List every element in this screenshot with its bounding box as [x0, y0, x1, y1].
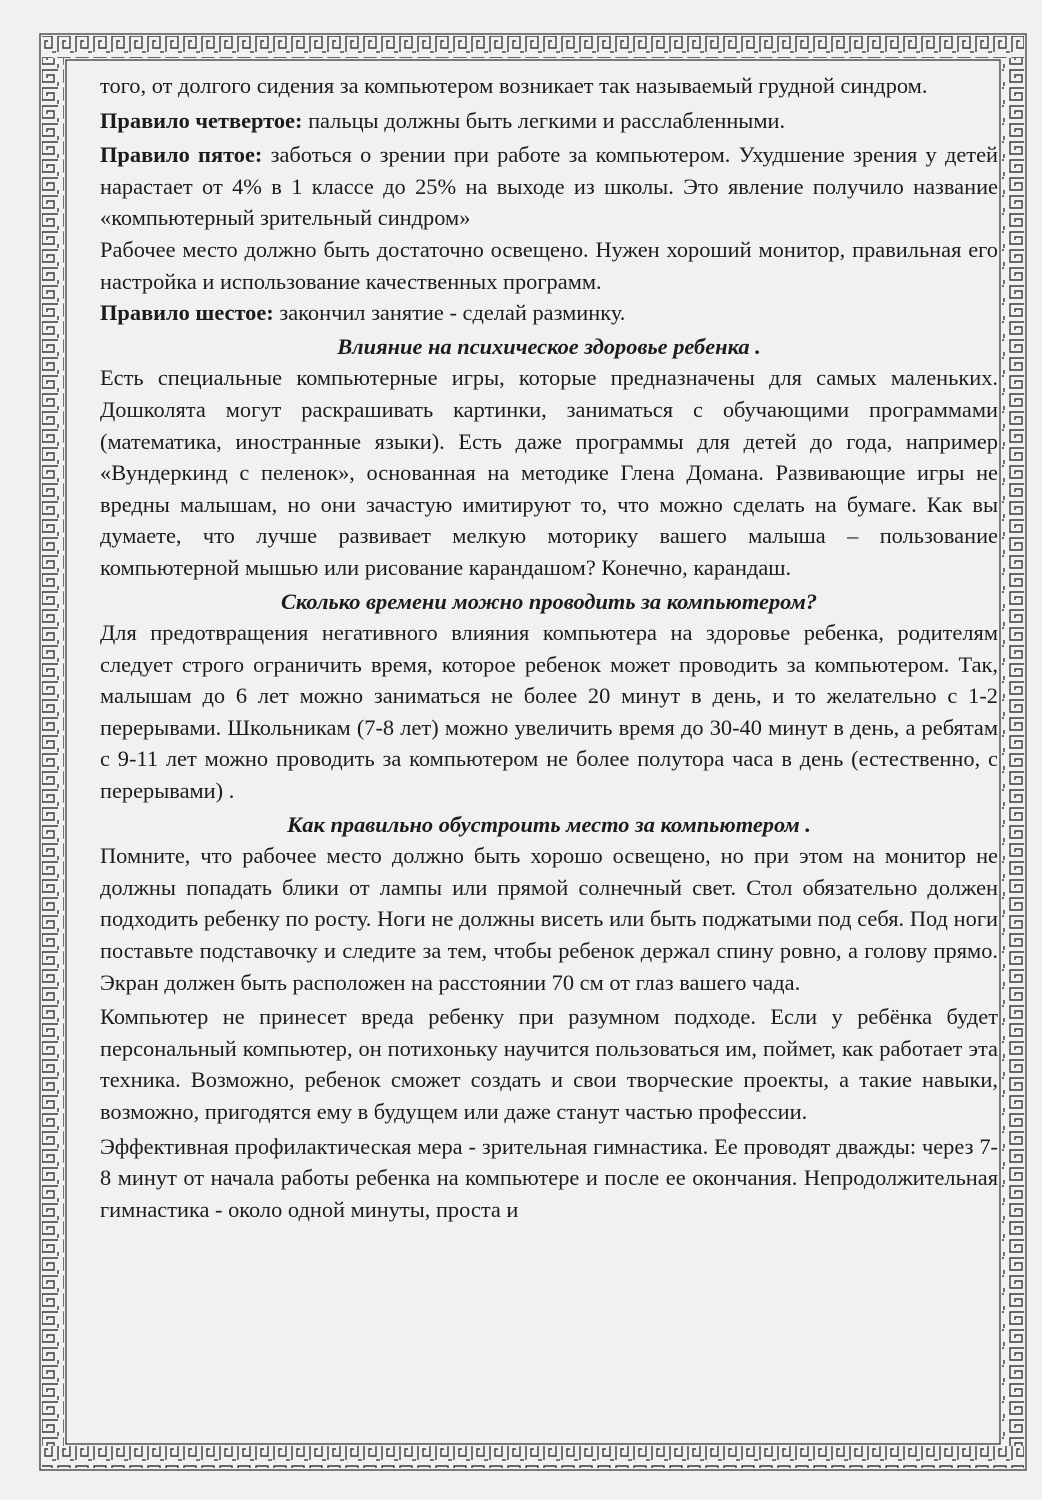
- rule-four: [100, 105, 998, 137]
- rule-five-text: заботься о зрении при работе за компьютером. Ухудшение зрения у детей нарастает от 4% в 1 классе до 25% на выходе из школы. Это явление получило название «компьютерный зрительный синдром»: [100, 142, 998, 231]
- section-paragraph-mental-health: Есть специальные компьютерные игры, которые предназначены для самых маленьких. Дошколята могут раскрашивать картинки, заниматься с обучающими программами (математика, иностранные языки). Есть даже программы для детей до года, например «Вундеркинд с пеленок», основанная на методике Глена Домана. Развивающие игры не вредны малышам, но они зачастую имитируют то, что можно сделать на бумаге. Как вы думаете, что лучше развивает мелкую моторику вашего малыша – пользование компьютерной мышью или рисование карандашом? Конечно, карандаш.: [100, 365, 998, 580]
- section-paragraph-screen-time: Для предотвращения негативного влияния компьютера на здоровье ребенка, родителям следует строго ограничить время, которое ребенок может проводить за компьютером. Так, малышам до 6 лет можно заниматься не более 20 минут в день, и то желательно с 1-2 перерывами. Школьникам (7-8 лет) можно увеличить время до 30-40 минут в день, а ребятам с 9-11 лет можно проводить за компьютером не более полутора часа в день (естественно, с перерывами) .: [100, 620, 998, 804]
- rule-six-title: Правило шестое:: [100, 300, 274, 326]
- rule-four-title: Правило четвертое:: [100, 107, 303, 133]
- section-paragraph-workplace-3: Эффективная профилактическая мера - зрительная гимнастика. Ее проводят дважды: через 7-8 минут от начала работы ребенка на компьютере и после ее окончания. Непродолжительная гимнастика - около одной минуты, проста и: [100, 1133, 998, 1222]
- rule-five: [100, 139, 998, 234]
- rule-five-title: Правило пятое:: [100, 142, 263, 168]
- section-heading-workplace: Как правильно обустроить место за компьютером .: [287, 811, 811, 837]
- rule-six-text: закончил занятие - сделай разминку.: [273, 300, 626, 326]
- workplace-paragraph: Рабочее место должно быть достаточно освещено. Нужен хороший монитор, правильная его настройка и использование качественных программ.: [100, 236, 998, 294]
- intro-paragraph: того, от долгого сидения за компьютером возникает так называемый грудной синдром.: [100, 73, 928, 98]
- rule-six: [100, 297, 998, 329]
- section-heading-mental-health: Влияние на психическое здоровье ребенка .: [337, 333, 761, 359]
- document-body: [100, 70, 998, 1420]
- section-paragraph-workplace-1: Помните, что рабочее место должно быть хорошо освещено, но при этом на монитор не должны попадать блики от лампы или прямой солнечный свет. Стол обязательно должен подходить ребенку по росту. Ноги не должны висеть или быть поджатыми под себя. Под ноги поставьте подставочку и следите за тем, чтобы ребенок держал спину ровно, а голову прямо. Экран должен быть расположен на расстоянии 70 см от глаз вашего чада.: [100, 843, 998, 995]
- rule-four-text: пальцы должны быть легкими и расслабленными.: [302, 107, 786, 133]
- section-heading-screen-time: Сколько времени можно проводить за компьютером?: [280, 588, 818, 614]
- section-paragraph-workplace-2: Компьютер не принесет вреда ребенку при разумном подходе. Если у ребёнка будет персональный компьютер, он потихоньку научится пользоваться им, поймет, как работает эта техника. Возможно, ребенок сможет создать и свои творческие проекты, а такие навыки, возможно, пригодятся ему в будущем или даже станут частью профессии.: [100, 1004, 998, 1124]
